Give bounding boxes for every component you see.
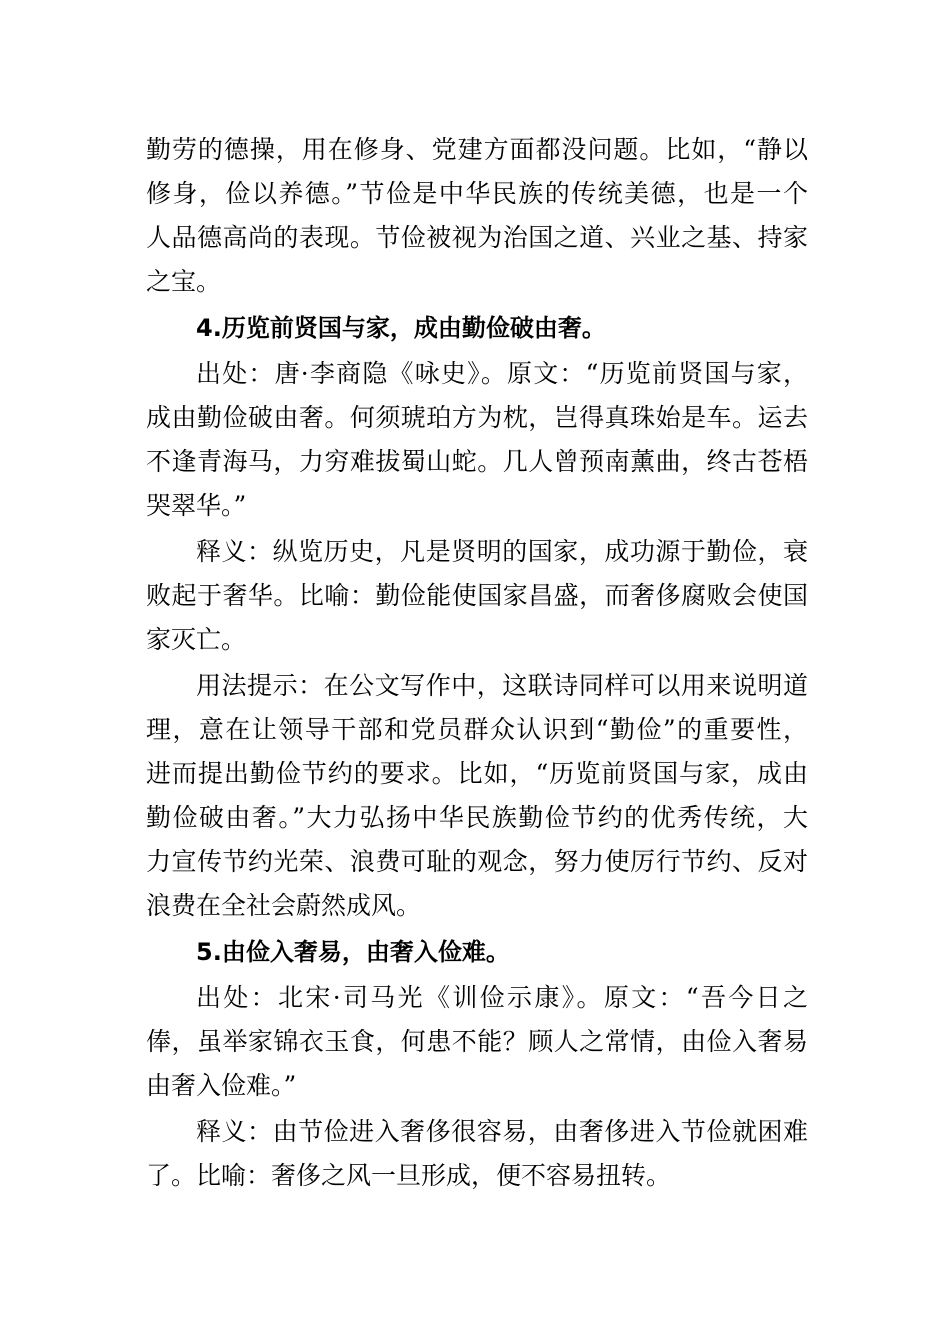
body-line: 俸，虽举家锦衣玉食，何患不能？顾人之常情，由俭入奢易 [146,1027,808,1056]
body-line: 成由勤俭破由奢。何须琥珀方为枕，岂得真珠始是车。运去 [146,403,808,432]
body-line: 由奢入俭难。” [146,1071,297,1100]
body-line: 理，意在让领导干部和党员群众认识到“勤俭”的重要性， [146,715,808,744]
body-line: 浪费在全社会蔚然成风。 [146,891,422,920]
body-line: 出处：唐·李商隐《咏史》。原文：“历览前贤国与家， [196,359,808,388]
body-line: 勤俭破由奢。”大力弘扬中华民族勤俭节约的优秀传统，大 [146,803,808,832]
body-line: 修身，俭以养德。”节俭是中华民族的传统美德，也是一个 [146,179,808,208]
body-line: 家灭亡。 [146,625,247,654]
body-line: 败起于奢华。比喻：勤俭能使国家昌盛，而奢侈腐败会使国 [146,581,808,610]
body-line: 哭翠华。” [146,491,247,520]
section-heading-4: 4.历览前贤国与家，成由勤俭破由奢。 [196,314,606,342]
body-line: 用法提示：在公文写作中，这联诗同样可以用来说明道 [196,671,808,700]
body-line: 释义：纵览历史，凡是贤明的国家，成功源于勤俭，衰 [196,537,808,566]
body-line: 释义：由节俭进入奢侈很容易，由奢侈进入节俭就困难 [196,1117,808,1146]
body-line: 出处：北宋·司马光《训俭示康》。原文：“吾今日之 [196,983,808,1012]
body-line: 力宣传节约光荣、浪费可耻的观念，努力使厉行节约、反对 [146,847,808,876]
body-line: 人品德高尚的表现。节俭被视为治国之道、兴业之基、持家 [146,223,808,252]
body-line: 进而提出勤俭节约的要求。比如，“历览前贤国与家，成由 [146,759,808,788]
section-heading-5: 5.由俭入奢易，由奢入俭难。 [196,938,510,966]
body-line: 勤劳的德操，用在修身、党建方面都没问题。比如，“静以 [146,135,808,164]
body-line: 了。比喻：奢侈之风一旦形成，便不容易扭转。 [146,1161,672,1190]
body-line: 之宝。 [146,267,222,296]
body-line: 不逢青海马，力穷难拔蜀山蛇。几人曾预南薰曲，终古苍梧 [146,447,808,476]
